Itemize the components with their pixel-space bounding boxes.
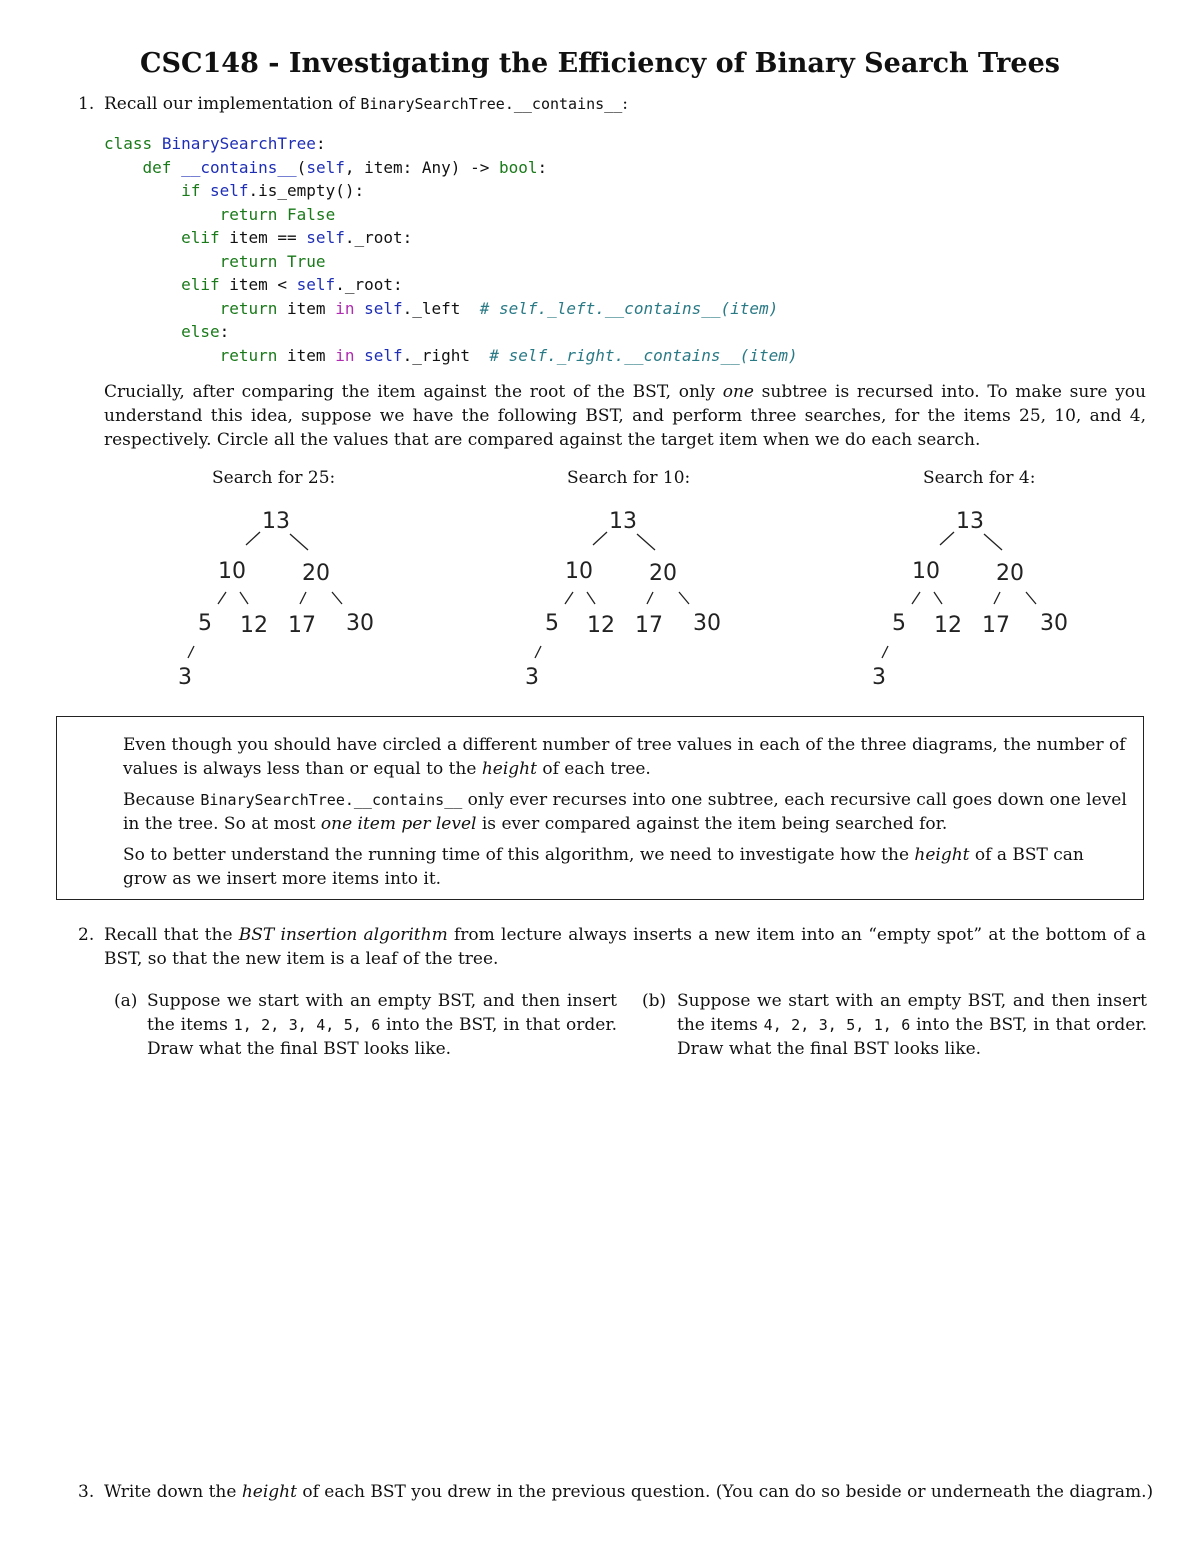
page-title: CSC148 - Investigating the Efficiency of Binary Search Trees [140, 48, 1060, 79]
q1-explanation: Crucially, after comparing the item against the root of the BST, only one subtree is recursed into. To make sure you understand this idea, suppose we have the following BST, and perform three searches, for the items 25, 10, and 4, respectively. Circle all the values that are compared against the target item when we do each search. [104, 382, 1146, 450]
q1-intro-pre: Recall our implementation of [104, 94, 361, 114]
node-5[interactable]: 5 [198, 611, 212, 636]
node-17[interactable]: 17 [982, 613, 1010, 638]
q2a-text: Suppose we start with an empty BST, and then insert the items 1, 2, 3, 4, 5, 6 into the BST, in that order. Draw what the final BST looks like. [147, 991, 618, 1059]
q2b-text: Suppose we start with an empty BST, and then insert the items 4, 2, 3, 5, 1, 6 into the BST, in that order. Draw what the final BST looks like. [677, 991, 1148, 1059]
search-label-25: Search for 25: [212, 468, 336, 488]
bst-diagram-search-25[interactable] [168, 500, 398, 700]
node-10[interactable]: 10 [218, 559, 246, 584]
node-13[interactable]: 13 [956, 509, 984, 534]
q2b-label: (b) [642, 991, 667, 1011]
node-5[interactable]: 5 [545, 611, 559, 636]
node-20[interactable]: 20 [649, 561, 677, 586]
node-17[interactable]: 17 [288, 613, 316, 638]
q2b-answer-area[interactable] [677, 1070, 1147, 1460]
node-3[interactable]: 3 [525, 665, 539, 690]
node-30[interactable]: 30 [693, 611, 721, 636]
node-20[interactable]: 20 [302, 561, 330, 586]
summary-box [56, 716, 1144, 900]
code-block: class BinarySearchTree: def __contains__(self, item: Any) -> bool: if self.is_empty(): return False elif item == self._root: return True elif item < self._root: return item in self._left # self._left.__contains__(item) else: return item in self._right # self._right.__contains__(item) [104, 134, 798, 365]
node-20[interactable]: 20 [996, 561, 1024, 586]
question-1-intro [104, 92, 628, 116]
question-3-text: Write down the height of each BST you drew in the previous question. (You can do so beside or underneath the diagram.) [104, 1482, 1154, 1502]
q2a-answer-area[interactable] [147, 1070, 617, 1460]
node-30[interactable]: 30 [1040, 611, 1068, 636]
summary-paragraph-3: So to better understand the running time of this algorithm, we need to investigate how the height of a BST can grow as we insert more items into it. [123, 845, 1084, 889]
question-1-number: 1. [78, 94, 95, 114]
node-12[interactable]: 12 [240, 613, 268, 638]
node-12[interactable]: 12 [587, 613, 615, 638]
q1-intro-code: BinarySearchTree.__contains__ [360, 95, 623, 113]
node-13[interactable]: 13 [262, 509, 290, 534]
node-12[interactable]: 12 [934, 613, 962, 638]
bst-diagram-search-10[interactable] [515, 500, 745, 700]
node-13[interactable]: 13 [609, 509, 637, 534]
q1-intro-post: : [622, 94, 628, 114]
q2a-label: (a) [114, 991, 138, 1011]
node-10[interactable]: 10 [565, 559, 593, 584]
search-label-10: Search for 10: [567, 468, 691, 488]
node-10[interactable]: 10 [912, 559, 940, 584]
question-3-number: 3. [78, 1482, 95, 1502]
search-label-4: Search for 4: [923, 468, 1036, 488]
summary-paragraph-2: Because BinarySearchTree.__contains__ only ever recurses into one subtree, each recursive call goes down one level in the tree. So at most one item per level is ever compared against the item being searched for. [123, 790, 1127, 834]
summary-paragraph-1: Even though you should have circled a different number of tree values in each of the three diagrams, the number of values is always less than or equal to the height of each tree. [123, 735, 1126, 779]
node-30[interactable]: 30 [346, 611, 374, 636]
question-2-text: Recall that the BST insertion algorithm from lecture always inserts a new item into an “empty spot” at the bottom of a BST, so that the new item is a leaf of the tree. [104, 925, 1146, 969]
node-3[interactable]: 3 [872, 665, 886, 690]
question-2-number: 2. [78, 925, 95, 945]
node-17[interactable]: 17 [635, 613, 663, 638]
node-5[interactable]: 5 [892, 611, 906, 636]
bst-diagram-search-4[interactable] [862, 500, 1092, 700]
node-3[interactable]: 3 [178, 665, 192, 690]
